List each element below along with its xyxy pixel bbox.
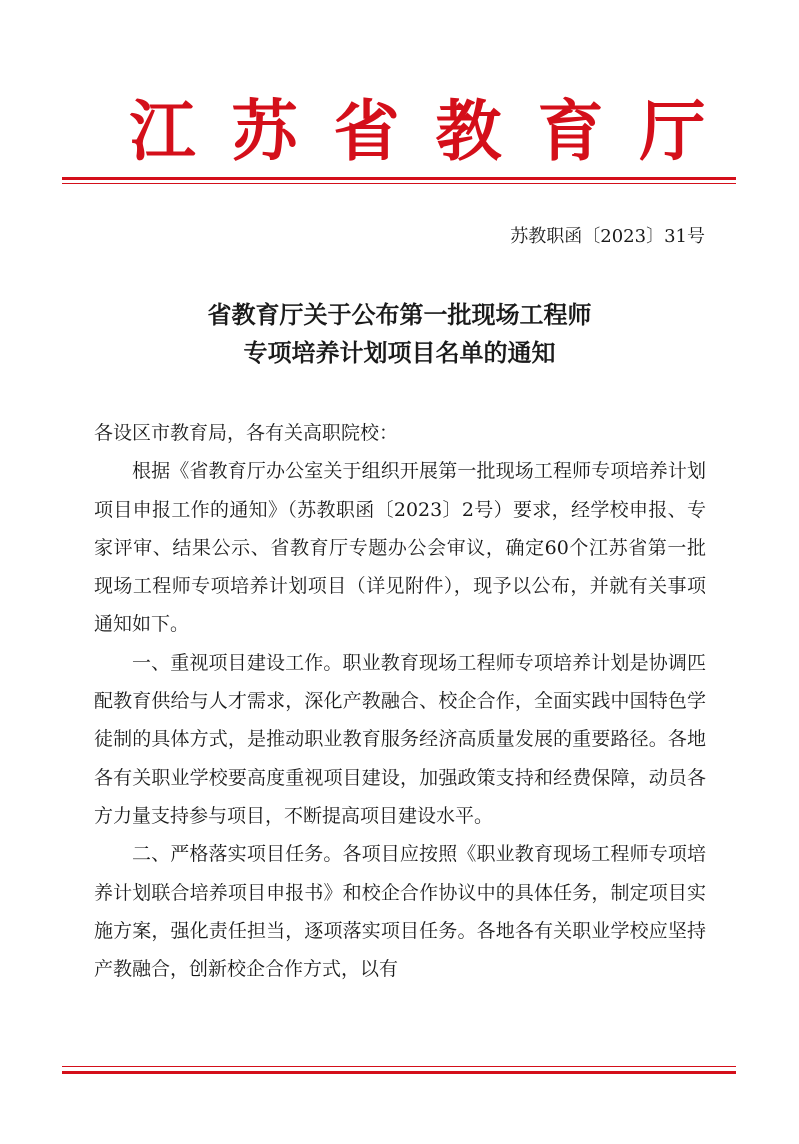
footer-rule-thick [62, 1071, 736, 1074]
salutation: 各设区市教育局，各有关高职院校： [94, 422, 399, 444]
body-paragraph: 二、严格落实项目任务。各项目应按照《职业教育现场工程师专项培养计划联合培养项目申报书》和校企合作协议中的具体任务，制定项目实施方案，强化责任担当，逐项落实项目任务。各地各有关职业学校应坚持产教融合，创新校企合作方式，以有 [94, 843, 706, 981]
footer-rule-thin [62, 1066, 736, 1067]
body-paragraph: 一、重视项目建设工作。职业教育现场工程师专项培养计划是协调匹配教育供给与人才需求，深化产教融合、校企合作，全面实践中国特色学徒制的具体方式，是推动职业教育服务经济高质量发展的重要路径。各地各有关职业学校要高度重视项目建设，加强政策支持和经费保障，动员各方力量支持参与项目，不断提高项目建设水平。 [94, 651, 706, 827]
document-title [0, 296, 799, 372]
header-rule-thin [62, 183, 736, 184]
title-line-1: 省教育厅关于公布第一批现场工程师 [207, 301, 592, 329]
title-line-2: 专项培养计划项目名单的通知 [243, 339, 556, 367]
header-rule-thick [62, 177, 736, 180]
document-body [94, 414, 706, 988]
issuer-masthead: 江苏省教育厅 [129, 93, 742, 170]
document-number: 苏教职函〔2023〕31号 [510, 226, 705, 247]
body-paragraph: 根据《省教育厅办公室关于组织开展第一批现场工程师专项培养计划项目申报工作的通知》（苏教职函〔2023〕2号）要求，经学校申报、专家评审、结果公示、省教育厅专题办公会审议，确定60个江苏省第一批现场工程师专项培养计划项目（详见附件），现予以公布，并就有关事项通知如下。 [94, 460, 706, 636]
